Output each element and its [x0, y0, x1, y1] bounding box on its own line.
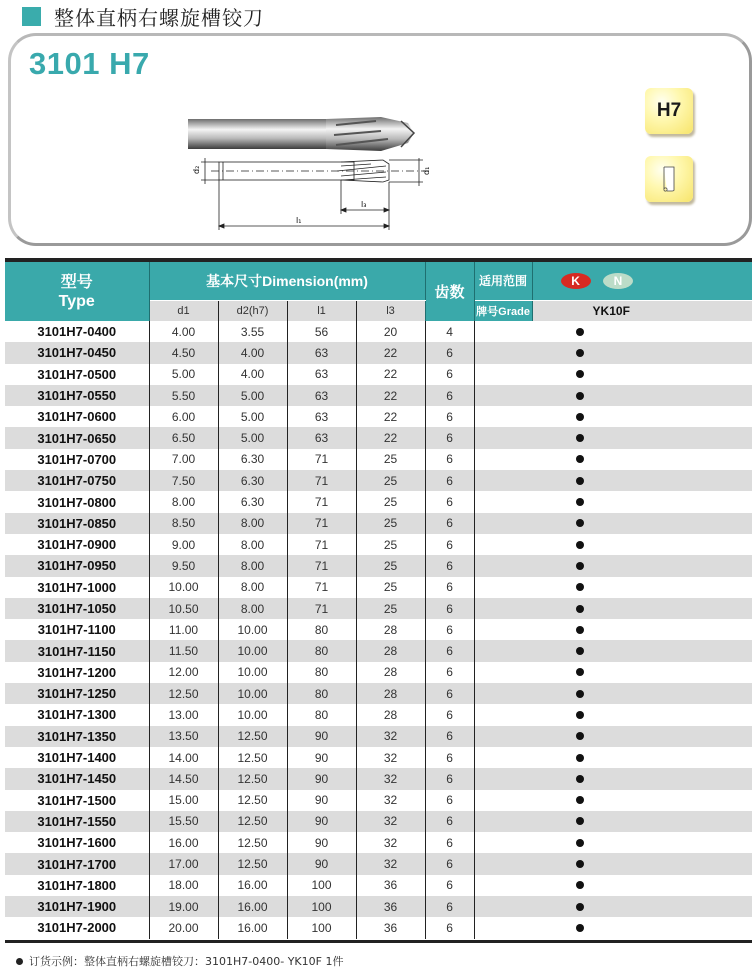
l1-label: l₁: [296, 216, 302, 225]
table-row: [5, 704, 752, 725]
cell-d1: 13.00: [149, 704, 218, 725]
product-card: [8, 33, 752, 246]
cell-teeth: 6: [425, 726, 474, 747]
cell-availability: [474, 577, 752, 598]
cell-l1: 71: [287, 577, 356, 598]
cell-d2: 12.50: [218, 853, 287, 874]
material-n-icon: N: [603, 273, 633, 289]
tolerance-h7-badge: [645, 88, 693, 134]
cell-l1: 90: [287, 811, 356, 832]
availability-dot-icon: [576, 817, 584, 825]
cell-teeth: 6: [425, 427, 474, 448]
page-header: [22, 3, 264, 29]
cell-teeth: 6: [425, 513, 474, 534]
cell-availability: [474, 385, 752, 406]
cell-l1: 90: [287, 726, 356, 747]
cell-l1: 71: [287, 491, 356, 512]
cell-d1: 9.00: [149, 534, 218, 555]
cell-l1: 63: [287, 342, 356, 363]
cell-d2: 5.00: [218, 427, 287, 448]
header-material-groups: [532, 262, 752, 300]
cell-l3: 28: [356, 640, 425, 661]
cell-type: 3101H7-1100: [37, 622, 116, 638]
cell-d1: 7.00: [149, 449, 218, 470]
cell-type: 3101H7-1000: [37, 579, 117, 595]
cell-type: 3101H7-0950: [5, 555, 149, 576]
header-type: 型号 Type: [5, 262, 149, 321]
cell-d1: 20.00: [149, 917, 218, 938]
cell-l1: 100: [287, 896, 356, 917]
cell-d2: 10.00: [218, 662, 287, 683]
cell-availability: [474, 513, 752, 534]
cell-type: 3101H7-0500: [37, 366, 117, 382]
cell-d2: 12.50: [218, 811, 287, 832]
availability-dot-icon: [576, 881, 584, 889]
cell-l3: 25: [356, 449, 425, 470]
l3-label: l₃: [361, 200, 367, 209]
cell-teeth: 4: [425, 321, 474, 342]
table-row: [5, 534, 752, 555]
table-row: [5, 406, 752, 427]
cell-type: 3101H7-0600: [37, 409, 117, 425]
product-code: 3101 H7: [29, 46, 150, 81]
cell-type: 3101H7-1250: [5, 683, 149, 704]
cell-l3: 32: [356, 790, 425, 811]
cell-l3: 22: [356, 364, 425, 385]
cell-d1: 12.00: [149, 662, 218, 683]
d1-label: d₁: [422, 166, 431, 175]
cell-l1: 90: [287, 832, 356, 853]
cell-type: 3101H7-0550: [5, 385, 149, 406]
cell-availability: [474, 449, 752, 470]
cell-l1: 63: [287, 364, 356, 385]
table-row: [5, 364, 752, 385]
cell-type: 3101H7-1550: [5, 811, 149, 832]
cell-availability: [474, 364, 752, 385]
cell-teeth: 6: [425, 342, 474, 363]
cell-d1: 5.50: [149, 385, 218, 406]
cell-d1: 19.00: [149, 896, 218, 917]
cell-availability: [474, 321, 752, 342]
cell-l1: 71: [287, 598, 356, 619]
cell-teeth: 6: [425, 577, 474, 598]
table-row: [5, 598, 752, 619]
table-row: [5, 896, 752, 917]
availability-dot-icon: [576, 732, 584, 740]
cell-type: 3101H7-1400: [37, 750, 117, 766]
availability-dot-icon: [576, 349, 584, 357]
availability-dot-icon: [576, 626, 584, 634]
cell-l3: 36: [356, 896, 425, 917]
cell-type: 3101H7-0800: [37, 494, 117, 510]
cell-d1: 11.50: [149, 640, 218, 661]
order-example: [16, 953, 343, 969]
availability-dot-icon: [576, 839, 584, 847]
cell-availability: [474, 896, 752, 917]
cell-d2: 12.50: [218, 726, 287, 747]
availability-dot-icon: [576, 370, 584, 378]
cell-teeth: 6: [425, 811, 474, 832]
cell-l3: 28: [356, 619, 425, 640]
table-row: [5, 449, 752, 470]
cell-l3: 25: [356, 470, 425, 491]
cell-d2: 4.00: [218, 364, 287, 385]
cell-d2: 6.30: [218, 491, 287, 512]
availability-dot-icon: [576, 860, 584, 868]
cell-l1: 100: [287, 875, 356, 896]
cell-l3: 28: [356, 662, 425, 683]
cell-teeth: 6: [425, 662, 474, 683]
cell-d2: 5.00: [218, 406, 287, 427]
cell-d1: 14.00: [149, 747, 218, 768]
cell-l3: 36: [356, 875, 425, 896]
cell-teeth: 6: [425, 790, 474, 811]
cell-teeth: 6: [425, 555, 474, 576]
cell-teeth: 6: [425, 491, 474, 512]
cell-d2: 16.00: [218, 917, 287, 938]
cell-availability: [474, 811, 752, 832]
table-row: [5, 491, 752, 512]
table-row: [5, 385, 752, 406]
header-grade: 牌号Grade: [474, 300, 532, 321]
cell-d1: 14.50: [149, 768, 218, 789]
cell-type: 3101H7-1050: [5, 598, 149, 619]
cell-l1: 90: [287, 747, 356, 768]
availability-dot-icon: [576, 583, 584, 591]
cell-l1: 80: [287, 704, 356, 725]
cell-l3: 36: [356, 917, 425, 938]
cell-availability: [474, 598, 752, 619]
cell-d1: 4.00: [149, 321, 218, 342]
cell-d2: 6.30: [218, 449, 287, 470]
cell-type: 3101H7-1350: [5, 726, 149, 747]
table-row: [5, 427, 752, 448]
cell-l1: 56: [287, 321, 356, 342]
cell-teeth: 6: [425, 896, 474, 917]
availability-dot-icon: [576, 754, 584, 762]
cell-d2: 8.00: [218, 577, 287, 598]
cell-l1: 63: [287, 427, 356, 448]
cell-d1: 10.50: [149, 598, 218, 619]
cell-d2: 8.00: [218, 555, 287, 576]
table-bottom-rule: [5, 940, 752, 943]
availability-dot-icon: [576, 605, 584, 613]
cell-l1: 90: [287, 853, 356, 874]
cell-l1: 90: [287, 790, 356, 811]
cell-type: 3101H7-1800: [37, 877, 117, 893]
availability-dot-icon: [576, 796, 584, 804]
cell-d2: 8.00: [218, 534, 287, 555]
cell-d1: 7.50: [149, 470, 218, 491]
cell-type: 3101H7-1500: [37, 792, 117, 808]
cell-d2: 10.00: [218, 683, 287, 704]
cell-type: 3101H7-0750: [5, 470, 149, 491]
cell-availability: [474, 790, 752, 811]
cell-l3: 25: [356, 491, 425, 512]
cell-d2: 12.50: [218, 747, 287, 768]
cell-teeth: 6: [425, 406, 474, 427]
table-row: [5, 726, 752, 747]
cell-availability: [474, 704, 752, 725]
cell-d2: 8.00: [218, 513, 287, 534]
cell-teeth: 6: [425, 640, 474, 661]
cell-teeth: 6: [425, 768, 474, 789]
cell-teeth: 6: [425, 747, 474, 768]
cell-type: 3101H7-1450: [5, 768, 149, 789]
cell-l1: 63: [287, 406, 356, 427]
table-row: [5, 321, 752, 342]
cell-l3: 22: [356, 342, 425, 363]
cell-type: 3101H7-0700: [37, 451, 117, 467]
table-row: [5, 619, 752, 640]
cell-l3: 22: [356, 427, 425, 448]
spec-table: [5, 262, 752, 939]
availability-dot-icon: [576, 562, 584, 570]
cell-teeth: 6: [425, 470, 474, 491]
cell-d2: 16.00: [218, 875, 287, 896]
cell-d1: 4.50: [149, 342, 218, 363]
cell-d1: 15.00: [149, 790, 218, 811]
availability-dot-icon: [576, 328, 584, 336]
cell-type: 3101H7-1300: [37, 707, 117, 723]
cell-l3: 28: [356, 704, 425, 725]
cell-l3: 32: [356, 768, 425, 789]
availability-dot-icon: [576, 477, 584, 485]
through-hole-shape-icon: [662, 165, 676, 193]
d2-label: d₂: [192, 165, 201, 174]
cell-l3: 32: [356, 853, 425, 874]
cell-l1: 80: [287, 640, 356, 661]
cell-type: 3101H7-1600: [37, 835, 117, 851]
cell-type: 3101H7-0900: [37, 537, 117, 553]
section-marker-icon: [22, 7, 41, 26]
availability-dot-icon: [576, 775, 584, 783]
table-row: [5, 853, 752, 874]
cell-l1: 80: [287, 683, 356, 704]
table-row: [5, 342, 752, 363]
table-row: [5, 683, 752, 704]
cell-d1: 12.50: [149, 683, 218, 704]
cell-availability: [474, 470, 752, 491]
cell-l1: 80: [287, 619, 356, 640]
grade-value: YK10F: [532, 300, 752, 321]
cell-d1: 13.50: [149, 726, 218, 747]
cell-d1: 6.00: [149, 406, 218, 427]
cell-l3: 28: [356, 683, 425, 704]
cell-l3: 22: [356, 385, 425, 406]
cell-availability: [474, 406, 752, 427]
cell-availability: [474, 640, 752, 661]
table-row: [5, 640, 752, 661]
cell-l1: 71: [287, 513, 356, 534]
cell-d1: 8.00: [149, 491, 218, 512]
table-row: [5, 747, 752, 768]
availability-dot-icon: [576, 519, 584, 527]
cell-d2: 3.55: [218, 321, 287, 342]
table-row: [5, 577, 752, 598]
availability-dot-icon: [576, 903, 584, 911]
cell-teeth: 6: [425, 704, 474, 725]
cell-d1: 9.50: [149, 555, 218, 576]
table-row: [5, 555, 752, 576]
cell-type: 3101H7-1150: [5, 640, 149, 661]
cell-availability: [474, 768, 752, 789]
cell-teeth: 6: [425, 449, 474, 470]
availability-dot-icon: [576, 392, 584, 400]
cell-availability: [474, 555, 752, 576]
cell-availability: [474, 342, 752, 363]
cell-type: 3101H7-1700: [5, 853, 149, 874]
cell-d1: 8.50: [149, 513, 218, 534]
cell-l3: 25: [356, 577, 425, 598]
cell-l1: 100: [287, 917, 356, 938]
cell-availability: [474, 491, 752, 512]
table-row: [5, 768, 752, 789]
table-body: [5, 321, 752, 939]
table-row: [5, 662, 752, 683]
cell-l1: 71: [287, 449, 356, 470]
cell-l1: 71: [287, 555, 356, 576]
cell-d2: 16.00: [218, 896, 287, 917]
cell-l1: 80: [287, 662, 356, 683]
cell-type: 3101H7-2000: [37, 920, 117, 936]
cell-availability: [474, 917, 752, 938]
cell-d1: 15.50: [149, 811, 218, 832]
cell-d1: 6.50: [149, 427, 218, 448]
cell-l1: 90: [287, 768, 356, 789]
cell-teeth: 6: [425, 832, 474, 853]
cell-d2: 10.00: [218, 640, 287, 661]
header-teeth: 齿数: [425, 262, 474, 321]
through-hole-shape-badge: [645, 156, 693, 202]
cell-d2: 10.00: [218, 704, 287, 725]
cell-type: 3101H7-0850: [5, 513, 149, 534]
cell-l3: 32: [356, 832, 425, 853]
reamer-dimension-drawing: [191, 152, 446, 257]
table-row: [5, 875, 752, 896]
header-l3: l3: [356, 300, 425, 321]
page-title: 整体直柄右螺旋槽铰刀: [54, 5, 264, 30]
availability-dot-icon: [576, 434, 584, 442]
cell-d2: 5.00: [218, 385, 287, 406]
availability-dot-icon: [576, 541, 584, 549]
availability-dot-icon: [576, 924, 584, 932]
cell-l3: 32: [356, 726, 425, 747]
cell-l3: 25: [356, 534, 425, 555]
header-d2: d2(h7): [218, 300, 287, 321]
table-row: [5, 790, 752, 811]
header-d1: d1: [149, 300, 218, 321]
cell-availability: [474, 534, 752, 555]
cell-l3: 25: [356, 513, 425, 534]
cell-teeth: 6: [425, 875, 474, 896]
cell-d2: 4.00: [218, 342, 287, 363]
cell-teeth: 6: [425, 853, 474, 874]
cell-l3: 20: [356, 321, 425, 342]
cell-type: 3101H7-0650: [5, 427, 149, 448]
cell-l1: 63: [287, 385, 356, 406]
table-row: [5, 917, 752, 938]
cell-d2: 12.50: [218, 768, 287, 789]
material-k-icon: K: [561, 273, 591, 289]
table-row: [5, 513, 752, 534]
header-dimension: 基本尺寸Dimension(mm): [149, 262, 425, 300]
cell-d2: 10.00: [218, 619, 287, 640]
bullet-icon: [16, 958, 23, 965]
cell-teeth: 6: [425, 364, 474, 385]
cell-l1: 71: [287, 470, 356, 491]
cell-l3: 32: [356, 811, 425, 832]
cell-l3: 22: [356, 406, 425, 427]
availability-dot-icon: [576, 498, 584, 506]
cell-availability: [474, 683, 752, 704]
availability-dot-icon: [576, 455, 584, 463]
cell-availability: [474, 726, 752, 747]
header-l1: l1: [287, 300, 356, 321]
cell-type: 3101H7-0400: [37, 324, 117, 340]
availability-dot-icon: [576, 413, 584, 421]
cell-d1: 16.00: [149, 832, 218, 853]
cell-d1: 17.00: [149, 853, 218, 874]
availability-dot-icon: [576, 668, 584, 676]
availability-dot-icon: [576, 690, 584, 698]
cell-d1: 18.00: [149, 875, 218, 896]
header-range: 适用范围: [474, 262, 532, 300]
availability-dot-icon: [576, 711, 584, 719]
cell-l3: 25: [356, 598, 425, 619]
cell-d2: 8.00: [218, 598, 287, 619]
cell-type: 3101H7-1900: [5, 896, 149, 917]
table-row: [5, 832, 752, 853]
cell-type: 3101H7-0450: [5, 342, 149, 363]
cell-l3: 32: [356, 747, 425, 768]
cell-d1: 10.00: [149, 577, 218, 598]
cell-l3: 25: [356, 555, 425, 576]
availability-dot-icon: [576, 647, 584, 655]
cell-availability: [474, 832, 752, 853]
cell-teeth: 6: [425, 534, 474, 555]
cell-teeth: 6: [425, 917, 474, 938]
cell-availability: [474, 853, 752, 874]
table-row: [5, 811, 752, 832]
cell-availability: [474, 875, 752, 896]
cell-availability: [474, 747, 752, 768]
order-example-text: 订货示例：整体直柄右螺旋槽铰刀：3101H7-0400- YK10F 1件: [29, 955, 344, 968]
cell-availability: [474, 662, 752, 683]
cell-teeth: 6: [425, 598, 474, 619]
cell-teeth: 6: [425, 683, 474, 704]
cell-d1: 5.00: [149, 364, 218, 385]
cell-teeth: 6: [425, 619, 474, 640]
cell-d2: 6.30: [218, 470, 287, 491]
cell-d2: 12.50: [218, 790, 287, 811]
cell-availability: [474, 619, 752, 640]
badge-label: H7: [656, 100, 682, 121]
cell-d1: 11.00: [149, 619, 218, 640]
cell-teeth: 6: [425, 385, 474, 406]
cell-availability: [474, 427, 752, 448]
table-row: [5, 470, 752, 491]
cell-type: 3101H7-1200: [37, 664, 117, 680]
cell-l1: 71: [287, 534, 356, 555]
cell-d2: 12.50: [218, 832, 287, 853]
